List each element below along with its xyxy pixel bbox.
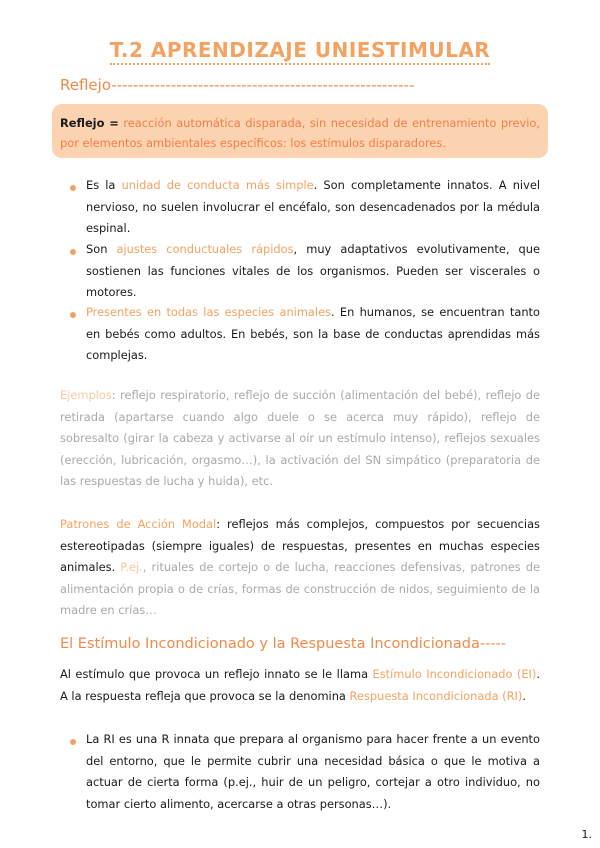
section-heading-ei-ri: El Estímulo Incondicionado y la Respuesta Incondicionada----- <box>60 636 507 652</box>
list-item: Es la unidad de conducta más simple. Son completamente innatos. A nivel nervioso, no suelen involucrar el encéfalo, son desencadenados por la médula espinal. <box>86 178 540 235</box>
examples-paragraph: Ejemplos: reflejo respiratorio, reflejo de succión (alimentación del bebé), reflejo de retirada (apartarse cuando algo duele o se acerca muy rápido), reflejo de sobresalto (girar la cabeza y activarse al oír un estímulo intenso), reflejos sexuales (erección, lubricación, orgasmo…), la activación del SN simpático (preparatoria de las respuestas de lucha y huida), etc. <box>60 388 540 488</box>
definition-callout <box>52 104 548 158</box>
bullet-dot <box>70 185 76 191</box>
page-number: 1. <box>581 828 592 841</box>
bullet-dot <box>70 739 76 745</box>
list-item: Presentes en todas las especies animales. En humanos, se encuentran tanto en bebés como adultos. En bebés, son la base de conductas aprendidas más complejas. <box>86 305 540 362</box>
list-item: Son ajustes conductuales rápidos, muy adaptativos evolutivamente, que sostienen las funciones vitales de los organismos. Pueden ser viscerales o motores. <box>86 242 541 299</box>
list-item: La RI es una R innata que prepara al organismo para hacer frente a un evento del entorno, que le permite cubrir una necesidad básica o que le motiva a actuar de cierta forma (p.ej., huir de un peligro, cortejar a otro individuo, no tomar cierto alimento, acercarse a otras personas…). <box>86 732 540 811</box>
patterns-paragraph: Patrones de Acción Modal: reflejos más complejos, compuestos por secuencias estereotipadas (siempre iguales) de respuestas, presentes en muchas especies animales. P.ej., rituales de cortejo o de lucha, reacciones defensivas, patrones de alimentación propia o de crías, formas de construcción de nidos, seguimiento de la madre en crías… <box>60 517 540 617</box>
bullet-dot <box>70 312 76 318</box>
examples-label: Ejemplos <box>60 388 112 402</box>
patterns-label: Patrones de Acción Modal <box>60 517 217 531</box>
definition-text: reacción automática disparada, sin necesidad de entrenamiento previo, por elementos ambientales específicos: los estímulos disparadores. <box>60 116 541 150</box>
definition-term: Reflejo = <box>60 116 119 130</box>
page-title: T.2 APRENDIZAJE UNIESTIMULAR <box>0 38 600 62</box>
section-heading-reflejo: Reflejo-------------------------------------------------------- <box>60 76 415 94</box>
intro-paragraph: Al estímulo que provoca un reflejo innato se le llama Estímulo Incondicionado (EI). A la respuesta refleja que provoca se la denomina Respuesta Incondicionada (RI). <box>60 667 540 703</box>
bullet-dot <box>70 249 76 255</box>
